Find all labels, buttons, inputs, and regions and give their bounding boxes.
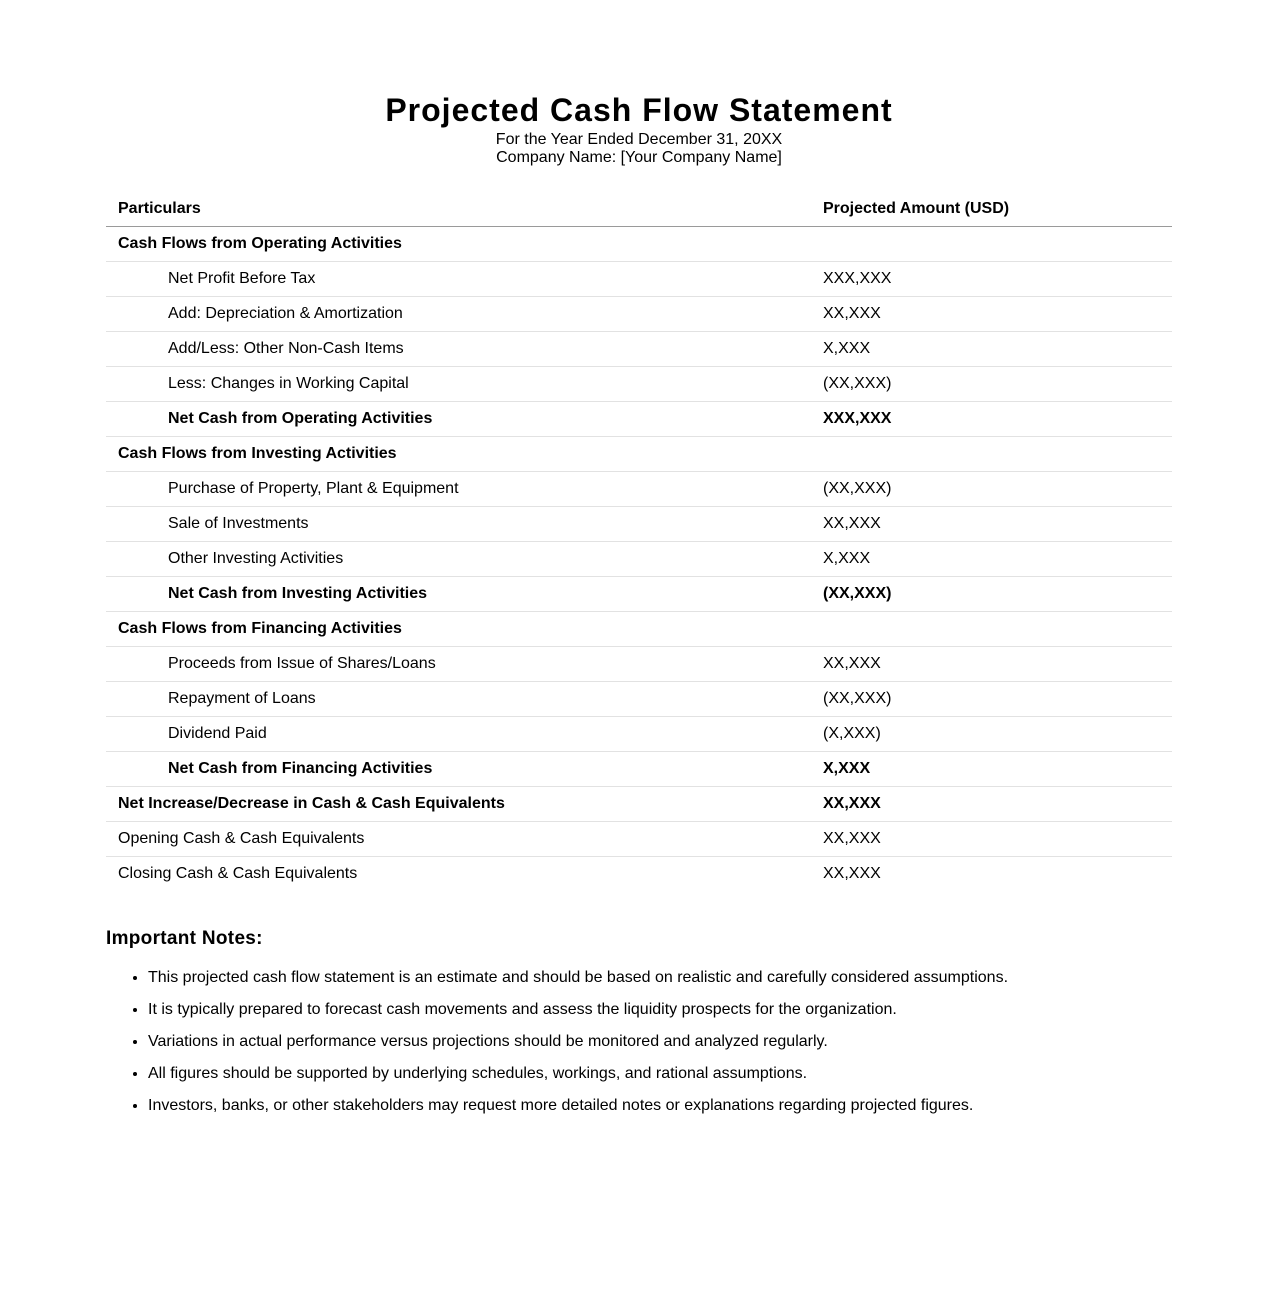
row-label: Net Cash from Operating Activities <box>106 402 811 437</box>
row-amount <box>811 437 1172 472</box>
row-label: Add: Depreciation & Amortization <box>106 297 811 332</box>
notes-list <box>106 968 1172 1116</box>
table-row <box>106 717 1172 752</box>
row-label: Add/Less: Other Non-Cash Items <box>106 332 811 367</box>
cash-flow-table <box>106 192 1172 891</box>
period-line: For the Year Ended December 31, 20XX <box>495 131 783 148</box>
section-header-investing <box>106 437 1172 472</box>
row-label: Net Profit Before Tax <box>106 262 811 297</box>
row-amount: (X,XXX) <box>811 717 1172 752</box>
list-item: • This projected cash flow statement is an estimate and should be based on realistic and carefully considered assumptions. <box>148 968 1172 988</box>
row-amount <box>811 612 1172 647</box>
row-amount: (XX,XXX) <box>811 472 1172 507</box>
table-row <box>106 297 1172 332</box>
net-change-row <box>106 787 1172 822</box>
row-amount: XXX,XXX <box>811 262 1172 297</box>
row-amount: X,XXX <box>811 542 1172 577</box>
row-label: Net Cash from Financing Activities <box>106 752 811 787</box>
list-item: • Investors, banks, or other stakeholders may request more detailed notes or explanations regarding projected figures. <box>148 1096 1172 1116</box>
row-amount: XX,XXX <box>811 507 1172 542</box>
document-title: Projected Cash Flow Statement <box>385 92 893 128</box>
table-row <box>106 367 1172 402</box>
table-row <box>106 472 1172 507</box>
row-label: Dividend Paid <box>106 717 811 752</box>
row-label: Opening Cash & Cash Equivalents <box>106 822 811 857</box>
table-row <box>106 332 1172 367</box>
row-label: Repayment of Loans <box>106 682 811 717</box>
row-amount: XX,XXX <box>811 297 1172 332</box>
row-amount: XXX,XXX <box>811 402 1172 437</box>
column-header-particulars: Particulars <box>106 192 811 227</box>
closing-balance-row <box>106 857 1172 892</box>
row-label: Purchase of Property, Plant & Equipment <box>106 472 811 507</box>
row-amount: XX,XXX <box>823 865 881 882</box>
row-label: Net Cash from Investing Activities <box>106 577 811 612</box>
list-item: • It is typically prepared to forecast cash movements and assess the liquidity prospects for the organization. <box>148 1000 1172 1020</box>
row-label: Cash Flows from Operating Activities <box>106 227 811 262</box>
list-item: • Variations in actual performance versus projections should be monitored and analyzed regularly. <box>148 1032 1172 1052</box>
row-amount: (XX,XXX) <box>811 367 1172 402</box>
row-amount: (XX,XXX) <box>811 577 1172 612</box>
section-header-financing <box>106 612 1172 647</box>
list-item: • All figures should be supported by underlying schedules, workings, and rational assumptions. <box>148 1064 1172 1084</box>
table-row <box>106 647 1172 682</box>
company-line: Company Name: [Your Company Name] <box>496 149 782 166</box>
row-label: Sale of Investments <box>106 507 811 542</box>
document <box>106 0 1172 1128</box>
row-label: Net Increase/Decrease in Cash & Cash Equivalents <box>106 787 811 822</box>
table-row <box>106 542 1172 577</box>
row-label: Other Investing Activities <box>106 542 811 577</box>
table-row <box>106 262 1172 297</box>
row-amount: (XX,XXX) <box>811 682 1172 717</box>
row-label: Proceeds from Issue of Shares/Loans <box>106 647 811 682</box>
table-row <box>106 682 1172 717</box>
subtotal-row-investing <box>106 577 1172 612</box>
row-label: Cash Flows from Financing Activities <box>106 612 811 647</box>
opening-balance-row <box>106 822 1172 857</box>
table-row <box>106 507 1172 542</box>
row-amount: X,XXX <box>811 332 1172 367</box>
subtotal-row-operating <box>106 402 1172 437</box>
row-label: Closing Cash & Cash Equivalents <box>118 865 358 882</box>
table-header-row <box>106 192 1172 227</box>
row-label: Cash Flows from Investing Activities <box>106 437 811 472</box>
document-header <box>106 0 1172 167</box>
section-header-operating <box>106 227 1172 262</box>
row-label: Less: Changes in Working Capital <box>106 367 811 402</box>
row-amount <box>811 227 1172 262</box>
row-amount: X,XXX <box>811 752 1172 787</box>
row-amount: XX,XXX <box>811 822 1172 857</box>
row-amount: XX,XXX <box>811 787 1172 822</box>
subtotal-row-financing <box>106 752 1172 787</box>
column-header-amount: Projected Amount (USD) <box>811 192 1172 227</box>
notes-heading: Important Notes: <box>106 928 263 949</box>
row-amount: XX,XXX <box>811 647 1172 682</box>
